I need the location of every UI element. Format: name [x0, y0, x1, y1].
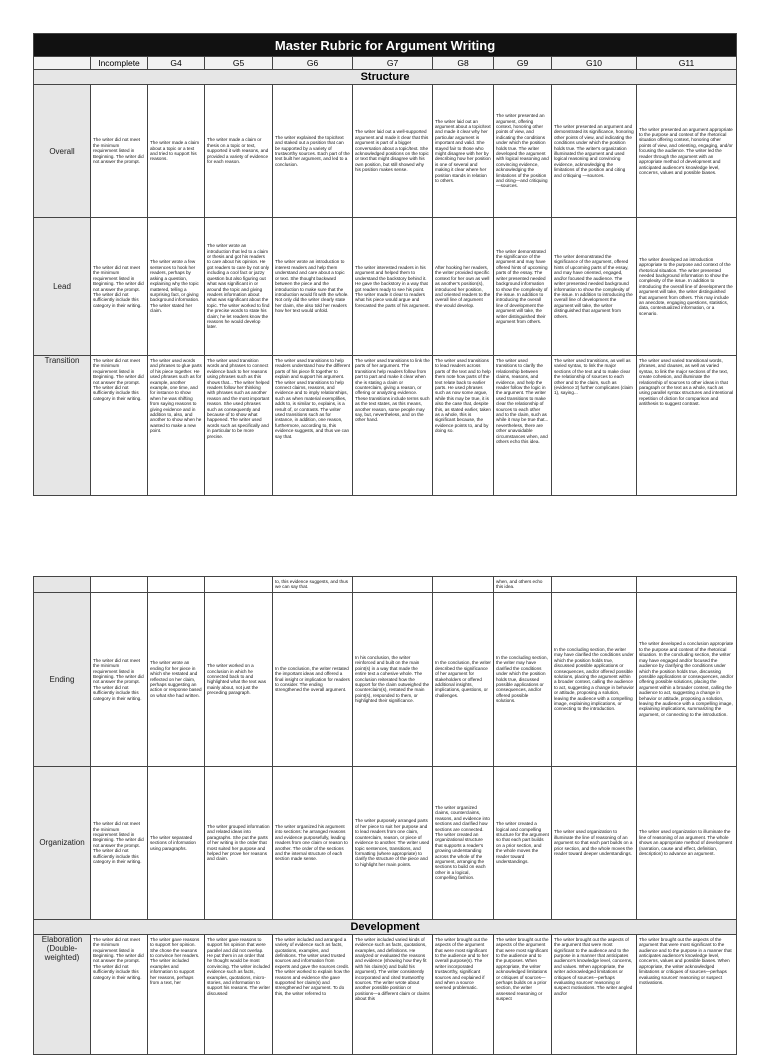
cell-ending-g5: The writer worked on a conclusion in which he connected back to and highlighted what the text was mainly about, not just the preceding paragraph. [205, 592, 273, 766]
column-header-g11: G11 [637, 57, 737, 70]
cell-organization-g8: The writer organized claims, counterclaims, reasons, and evidence into sections and clarified how sections are connected. The writer created an organizational structure that supports a reader's growing understanding across the whole of the argument, arranging the sections to build on each other in a logical, compelling fashion. [433, 766, 494, 919]
cell-transition-g6: The writer used transitions to help readers understand how the different parts of his piece fit together to explain and support his argument. The writer used transitions to help connect claims, reasons, and evidence and to imply relationships, such as when material exemplifies, adds to, is similar to, explains, is a result of, or contrasts. The writer used transitions such as for instance, in addition, one reason, furthermore, according to, this evidence suggests, and thus we can say that. [273, 356, 353, 496]
cell-overall-g11: The writer presented an argument appropriate to the purpose and context of the rhetorical situation offering context, honoring other points of view, and orienting, engaging, and/or focusing the audience. The writer led the reader through the argument with an appropriate method of development and anticipated audience's knowledge level, concerns, values and possible biases. [637, 85, 737, 218]
cell-transition-g7: The writer used transitions to link the parts of her argument. The transitions help readers follow from part to part and make it clear when she is stating a claim or counterclaim, giving a reason, or offering or analyzing evidence. These transitions include terms such as the text states, as this means, another reason, some people may say, but, nevertheless, and on the other hand. [353, 356, 433, 496]
cell-lead-g5: The writer wrote an introduction that led to a claim or thesis and got his readers to care about his opinion. He got readers to care by not only including a cool fact or jazzy question but also figuring out what was significant in or around the topic and giving readers information about what was significant about the topic. The writer worked to find the precise words to state his claim; he let readers know the reasons he would develop later. [205, 218, 273, 356]
cell-lead-g8: After hooking her readers, the writer provided specific context for her own as well as another's position(s), introduced her position, and oriented readers to the overall line of argument she would develop. [433, 218, 494, 356]
cell-organization-g10: The writer used organization to illuminate the line of reasoning of an argument so that each part builds on a prior section, and the whole moves the reader toward deeper understandings. [552, 766, 637, 919]
cell-lead-g10: The writer demonstrated the significance of the argument, offered hints of upcoming parts of the essay, and may have oriented, engaged, and/or focused the audience. The writer presented needed background information to show the complexity of the issue. In addition to introducing the overall line of development the argument will take, the writer distinguished that argument from others. [552, 218, 637, 356]
cell-lead-g6: The writer wrote an introduction to interest readers and help them understand and care about a topic or text. She thought backward between the piece and the introduction to make sure that the introduction would fit with the whole. Not only did the writer clearly state her claim, she also told her readers how her text would unfold. [273, 218, 353, 356]
cell-organization-g9: The writer created a logical and compelling structure for the argument so that each part builds on a prior section, and the whole moves the reader toward understandings. [494, 766, 552, 919]
cell-ending-g4: The writer wrote an ending for her piece in which she restated and reflected on her claim, perhaps suggesting an action or response based on what she had written. [148, 592, 205, 766]
cell-transition-g11: The writer used varied transitional words, phrases, and clauses, as well as varied syntax, to link the major sections of the text, create cohesion, and illuminate the relationship of sources to other ideas in that paragraph or the text as a whole, such as using parallel syntax structures and intentional repetition of diction for comparison and antithesis to suggest contrast. [637, 356, 737, 496]
cell-cont-g10 [552, 577, 637, 593]
cell-organization-g11: The writer used organization to illuminate the line of reasoning of an argument. The whole shows an appropriate method of development (narration, cause and effect, definition, description) to advance an argument. [637, 766, 737, 919]
section-header-development: Development [34, 919, 737, 934]
column-header-row [34, 57, 737, 70]
cell-overall-g10: The writer presented an argument and demonstrated its significance, honoring other points of view, and indicating the conditions under which the position holds true. The writer's organization illuminated the argument and used logical reasoning and convincing evidence, acknowledging the limitations of the position and citing and critiquing —sources. [552, 85, 637, 218]
cell-transition-g5: The writer used transition words and phrases to connect evidence back to her reasons using phrases such as this shows that... The writer helped readers follow her thinking with phrases such as another reason and the most important reason. She used phrases such as consequently and because of to show what happened. The writer used words such as specifically and in particular to be more precise. [205, 356, 273, 496]
rubric-row-ending [34, 592, 737, 766]
rubric-row-transition-continued [34, 577, 737, 593]
row-label-continued-blank [34, 577, 91, 593]
rubric-page-top [33, 33, 736, 496]
cell-ending-incomplete: The writer did not meet the minimum requirement listed in Beginning. The writer did not answer the prompt. The writer did not sufficiently include this category in their writing. [91, 592, 148, 766]
cell-cont-incomplete [91, 577, 148, 593]
cell-ending-g7: In his conclusion, the writer reinforced and built on the main point(s) in a way that made the entire text a cohesive whole. The conclusion reiterated how the support for the claim outweighed the counterclaim(s), restated the main point(s), responded to them, or highlighted their significance. [353, 592, 433, 766]
cell-organization-g6: The writer organized his argument into sections: he arranged reasons and evidence purposefully, leading readers from one claim or reason to another. The order of the sections and the internal structure of each section made sense. [273, 766, 353, 919]
cell-overall-g4: The writer made a claim about a topic or a text and tried to support his reasons. [148, 85, 205, 218]
cell-lead-g11: The writer developed an introduction appropriate to the purpose and context of the rhetorical situation. The writer presented needed background information to show the complexity of the issue. In addition to introducing the overall line of development the argument will take, the writer distinguished that argument from others. This may include an anecdote, engaging questions, statistics, data, contextualized information, or a scenario. [637, 218, 737, 356]
cell-ending-g10: In the concluding section, the writer may have clarified the conditions under which the position holds true, discussed possible applications or consequences, and/or offered possible solutions, placing the argument within a broader context, calling the audience to act, suggesting a change in behavior or attitude, proposing a solution, leaving the audience with a compelling image, explaining implications, or connecting to the introduction. [552, 592, 637, 766]
rubric-table-top [33, 33, 737, 496]
row-label-lead: Lead [34, 218, 91, 356]
cell-elaboration-g6: The writer included and arranged a variety of evidence such as facts, quotations, examples, and definitions. The writer used trusted sources and information from experts and gave the sources credit. The writer worked to explain how the reasons and evidence she gave supported her claim(s) and strengthened her argument. To do this, the writer referred to [273, 934, 353, 1054]
cell-transition-g8: The writer used transitions to lead readers across parts of the text and to help them note how parts of the text relate back to earlier parts. He used phrases such as now some argue, while this may be true, it is also the case that, despite this, as stated earlier, taken as a whole, this is significant because, the evidence points to, and by doing so. [433, 356, 494, 496]
rubric-table-bottom [33, 576, 737, 1055]
cell-elaboration-g7: The writer included varied kinds of evidence such as facts, quotations, examples, and definitions. He analyzed or evaluated the reasons and evidence (showing how they fit with his claim(s) and build his argument). The writer consistently incorporated and cited trustworthy sources. The writer wrote about another possible position or positions—a different claim or claims about this [353, 934, 433, 1054]
rubric-row-organization [34, 766, 737, 919]
cell-transition-g10: The writer used transitions, as well as varied syntax, to link the major sections of the text and to make clear the relationship of sources to each other and to the claim, such as (evidence 2) further complicates (claim 1), saying... [552, 356, 637, 496]
cell-elaboration-g4: The writer gave reasons to support her opinion. She chose the reasons to convince her readers. The writer included examples and information to support her reasons, perhaps from a text, her [148, 934, 205, 1054]
cell-transition-g9: The writer used transitions to clarify the relationship between claims, reasons, and evidence, and help the reader follow the logic in the argument. The writer used transitions to make clear the relationship of sources to each other and to the claim, such as while it may be true that... nevertheless, there are other unavoidable circumstances when, and others echo this idea. [494, 356, 552, 496]
rubric-row-transition [34, 356, 737, 496]
cell-overall-g9: The writer presented an argument, offering context, honoring other points of view, and indicating the conditions under which the position holds true. The writer developed the argument with logical reasoning and convincing evidence, acknowledging the limitations of the position and citing—and critiquing—sources. [494, 85, 552, 218]
cell-cont-g11 [637, 577, 737, 593]
column-header-g5: G5 [205, 57, 273, 70]
rubric-title: Master Rubric for Argument Writing [34, 34, 737, 57]
rubric-page-bottom [33, 576, 736, 1055]
cell-cont-g4 [148, 577, 205, 593]
column-header-g6: G6 [273, 57, 353, 70]
cell-elaboration-g10: The writer brought out the aspects of the argument that were most significant to the audience and to the purpose in a manner that anticipates audience's knowledge level, concerns, and values. When appropriate, the writer acknowledged limitations or critiques of sources—perhaps evaluating sources' reasoning or suspect motivations. The writer angled and/or [552, 934, 637, 1054]
cell-cont-g6: to, this evidence suggests, and thus we can say that. [273, 577, 353, 593]
cell-overall-g8: The writer laid out an argument about a topic/text and made it clear why her particular argument is important and valid. She stayed fair to those who might disagree with her by describing how her position is one of several and making it clear where her position stands in relation to others. [433, 85, 494, 218]
row-label-ending: Ending [34, 592, 91, 766]
cell-elaboration-g5: The writer gave reasons to support his opinion that were parallel and did not overlap. He put them in an order that he thought would be most convincing. The writer included evidence such as facts, examples, quotations, micro-stories, and information to support his reasons. The writer discussed [205, 934, 273, 1054]
cell-overall-g6: The writer explained the topic/text and staked out a position that can be supported by a variety of trustworthy sources. Each part of the text built her argument, and led to a conclusion. [273, 85, 353, 218]
cell-organization-g7: The writer purposely arranged parts of her piece to suit her purpose and to lead readers from one claim, counterclaim, reason, or piece of evidence to another. The writer used topic sentences, transitions, and formatting (where appropriate) to clarify the structure of the piece and to highlight her main points. [353, 766, 433, 919]
column-header-g4: G4 [148, 57, 205, 70]
row-label-organization: Organization [34, 766, 91, 919]
column-header-g8: G8 [433, 57, 494, 70]
cell-lead-g4: The writer wrote a few sentences to hook her readers, perhaps by asking a question, explaining why the topic mattered, telling a surprising fact, or giving background information. The writer stated her claim. [148, 218, 205, 356]
column-header-g7: G7 [353, 57, 433, 70]
column-header-blank [34, 57, 91, 70]
cell-ending-g8: In the conclusion, the writer described the significance of her argument for stakeholders or offered additional insights, implications, questions, or challenges. [433, 592, 494, 766]
row-label-transition: Transition [34, 356, 91, 496]
cell-cont-g8 [433, 577, 494, 593]
column-header-g9: G9 [494, 57, 552, 70]
cell-cont-g7 [353, 577, 433, 593]
cell-ending-g11: The writer developed a conclusion appropriate to the purpose and context of the rhetorical situation. In the concluding section, the writer may have engaged and/or focused the audience by clarifying the conditions under which the position holds true, discussing possible applications or consequences, and/or offering possible solutions, placing the argument within a broader context, calling the audience to act, suggesting a change in behavior or attitude, proposing a solution, leaving the audience with a compelling image, explaining implications, summarizing the argument, or connecting to the introduction. [637, 592, 737, 766]
rubric-row-lead [34, 218, 737, 356]
cell-elaboration-g8: The writer brought out the aspects of the argument that were most significant to the audience and to her overall purpose(s). The writer incorporated trustworthy, significant sources and explained if and when a source seemed problematic. [433, 934, 494, 1054]
cell-organization-incomplete: The writer did not meet the minimum requirement listed in Beginning. The writer did not answer the prompt. The writer did not sufficiently include this category in their writing. [91, 766, 148, 919]
cell-cont-g5 [205, 577, 273, 593]
row-label-overall: Overall [34, 85, 91, 218]
cell-ending-g6: In the conclusion, the writer restated the important ideas and offered a final insight or implication for readers to consider. The ending strengthened the overall argument. [273, 592, 353, 766]
cell-transition-incomplete: The writer did not meet the minimum requirement listed in Beginning. The writer did not answer the prompt. The writer did not sufficiently include this category in their writing. [91, 356, 148, 496]
column-header-incomplete: Incomplete [91, 57, 148, 70]
row-label-elaboration: Elaboration (Double-weighted) [34, 934, 91, 1054]
cell-lead-g9: The writer demonstrated the significance of the argument and may have offered hints of upcoming parts of the essay. The writer presented needed background information to show the complexity of the issue. In addition to introducing the overall line of development the argument will take, the writer distinguished their argument from others. [494, 218, 552, 356]
cell-lead-incomplete: The writer did not meet the minimum requirement listed in Beginning. The writer did not answer the prompt. The writer did not sufficiently include this category in their writing. [91, 218, 148, 356]
rubric-row-elaboration [34, 934, 737, 1054]
column-header-g10: G10 [552, 57, 637, 70]
cell-elaboration-g11: The writer brought out the aspects of the argument that were most significant to the audience and to the purpose in a manner that anticipates audience's knowledge level, concerns, values and possible biases. When appropriate, the writer acknowledged limitations or critiques of sources—perhaps evaluating sources' reasoning or suspect motivations. [637, 934, 737, 1054]
cell-organization-g4: The writer separated sections of information using paragraphs. [148, 766, 205, 919]
cell-cont-g9: when, and others echo this idea. [494, 577, 552, 593]
cell-elaboration-incomplete: The writer did not meet the minimum requirement listed in Beginning. The writer did not answer the prompt. The writer did not sufficiently include this category in their writing. [91, 934, 148, 1054]
rubric-row-overall [34, 85, 737, 218]
cell-transition-g4: The writer used words and phrases to glue parts of his piece together. He used phrases such as for example, another example, one time, and for instance to show when he was shifting from saying reasons to giving evidence and in addition to, also, and another to show when he wanted to make a new point. [148, 356, 205, 496]
cell-overall-incomplete: The writer did not meet the minimum requirement listed in Beginning. The writer did not answer the prompt. [91, 85, 148, 218]
cell-elaboration-g9: The writer brought out the aspects of the argument that were most significant to the audience and to the purposes. When appropriate, the writer acknowledged limitations or critiques of sources—perhaps builds on a prior section, the writer assessed reasoning or suspect [494, 934, 552, 1054]
section-header-structure: Structure [34, 70, 737, 85]
cell-ending-g9: In the concluding section, the writer may have clarified the conditions under which the position holds true, discussed possible applications or consequences, and/or offered possible solutions. [494, 592, 552, 766]
cell-overall-g5: The writer made a claim or thesis on a topic or text, supported it with reasons, and provided a variety of evidence for each reason. [205, 85, 273, 218]
cell-overall-g7: The writer laid out a well-supported argument and made it clear that this argument is part of a bigger conversation about a topic/text. She acknowledged positions on the topic or text that might disagree with his own position, but still showed why his position makes sense. [353, 85, 433, 218]
cell-organization-g5: The writer grouped information and related ideas into paragraphs. She put the parts of her writing in the order that most suited her purpose and helped her prove her reasons and claim. [205, 766, 273, 919]
cell-lead-g7: The writer interested readers in his argument and helped them to understand the backstory behind it. He gave the backstory in a way that got readers ready to see his point. The writer made it clear to readers what his piece would argue and forecasted the parts of his argument. [353, 218, 433, 356]
